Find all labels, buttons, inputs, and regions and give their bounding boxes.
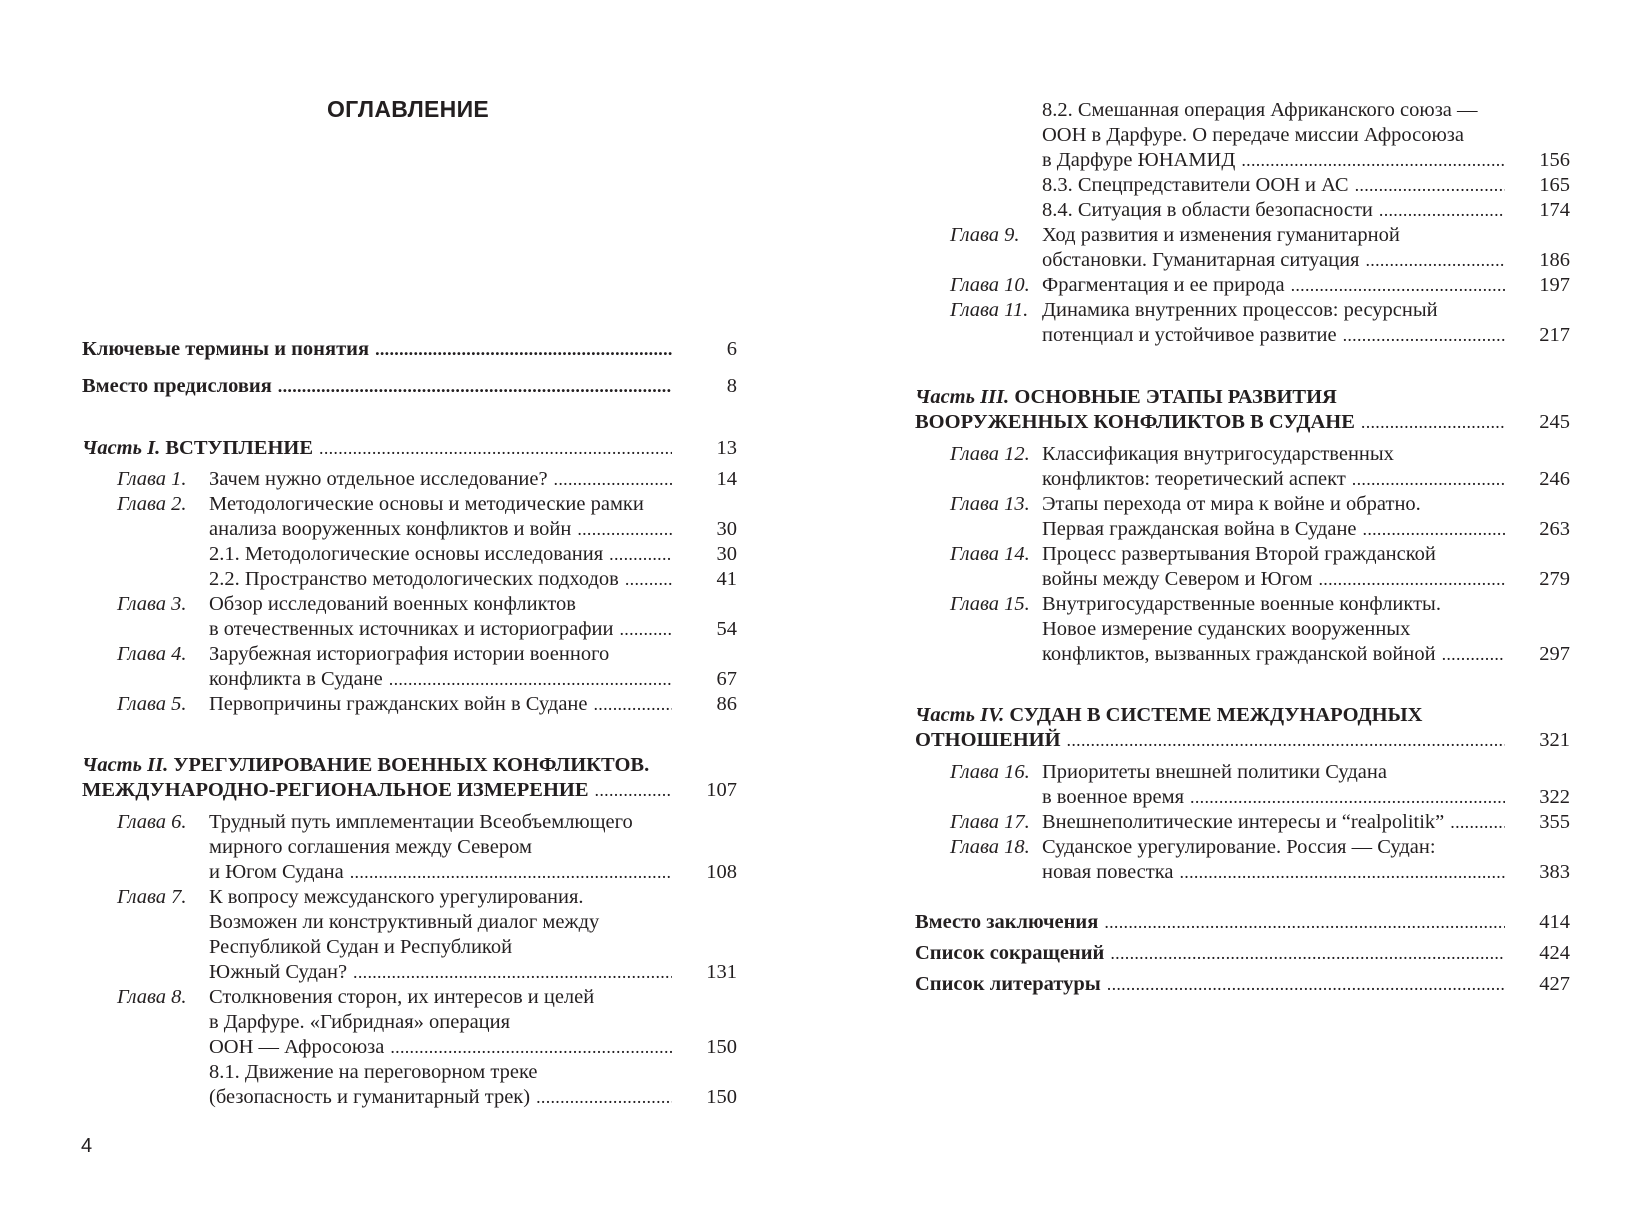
entry-text: в военное время	[1042, 785, 1190, 810]
toc-chapter-10[interactable]	[950, 273, 1570, 298]
entry-text-line: Этапы перехода от мира к войне и обратно.	[1042, 493, 1421, 515]
toc-chapter-15-cont[interactable]	[950, 642, 1570, 667]
entry-text: анализа вооруженных конфликтов и войн	[209, 517, 577, 542]
toc-chapter-11-cont[interactable]	[950, 323, 1570, 348]
chapter-label: Глава 5.	[117, 693, 187, 715]
entry-page: 322	[1539, 786, 1570, 808]
chapter-label: Глава 2.	[117, 493, 187, 515]
toc-chapter-9[interactable]	[950, 223, 1570, 248]
entry-text: обстановки. Гуманитарная ситуация	[1042, 248, 1365, 273]
entry-page: 108	[706, 861, 737, 883]
toc-chapter-7-cont[interactable]	[117, 960, 737, 985]
entry-page: 263	[1539, 518, 1570, 540]
entry-text-line: Динамика внутренних процессов: ресурсный	[1042, 299, 1438, 321]
entry-page: 246	[1539, 468, 1570, 490]
part-label: Часть II.	[82, 754, 169, 776]
entry-page: 67	[716, 668, 737, 690]
entry-text-line: Возможен ли конструктивный диалог между	[209, 911, 600, 933]
toc-entry-abbreviations[interactable]	[915, 941, 1570, 966]
entry-text: Ключевые термины и понятия	[82, 337, 375, 362]
toc-part-4[interactable]	[915, 703, 1570, 728]
entry-text: Первая гражданская война в Судане	[1042, 517, 1363, 542]
entry-page: 427	[1539, 973, 1570, 995]
toc-chapter-16[interactable]	[950, 760, 1570, 785]
toc-section-8-2[interactable]	[950, 98, 1570, 123]
leader-dots	[1450, 810, 1505, 835]
entry-text-line: 8.1. Движение на переговорном треке	[209, 1061, 538, 1083]
leader-dots	[1179, 860, 1505, 885]
toc-chapter-2[interactable]	[117, 492, 737, 517]
part-title: ВСТУПЛЕНИЕ	[165, 437, 314, 459]
entry-text: конфликтов, вызванных гражданской войной	[1042, 642, 1442, 667]
entry-page: 54	[716, 618, 737, 640]
toc-chapter-16-cont[interactable]	[950, 785, 1570, 810]
toc-section-8-2-cont[interactable]	[950, 148, 1570, 173]
toc-chapter-3-cont[interactable]	[117, 617, 737, 642]
chapter-label: Глава 14.	[950, 543, 1030, 565]
leader-dots	[1352, 467, 1505, 492]
toc-chapter-8[interactable]	[117, 985, 737, 1010]
leader-dots	[353, 960, 672, 985]
entry-page: 297	[1539, 643, 1570, 665]
leader-dots	[594, 692, 673, 717]
toc-chapter-9-cont[interactable]	[950, 248, 1570, 273]
toc-chapter-4[interactable]	[117, 642, 737, 667]
entry-text-line: Процесс развертывания Второй гражданской	[1042, 543, 1436, 565]
chapter-label: Глава 11.	[950, 299, 1029, 321]
leader-dots	[278, 374, 672, 399]
toc-chapter-3[interactable]	[117, 592, 737, 617]
toc-part-3-cont[interactable]	[915, 410, 1570, 435]
toc-chapter-13-cont[interactable]	[950, 517, 1570, 542]
toc-section-2-2[interactable]	[117, 567, 737, 592]
leader-dots	[625, 567, 672, 592]
entry-page: 107	[706, 779, 737, 801]
entry-text: Зачем нужно отдельное исследование?	[209, 467, 554, 492]
entry-page: 156	[1539, 149, 1570, 171]
leader-dots	[1318, 567, 1505, 592]
toc-chapter-5[interactable]	[117, 692, 737, 717]
toc-section-2-1[interactable]	[117, 542, 737, 567]
toc-entry-conclusion[interactable]	[915, 910, 1570, 935]
entry-text: в Дарфуре ЮНАМИД	[1042, 148, 1241, 173]
toc-chapter-4-cont[interactable]	[117, 667, 737, 692]
entry-text: в отечественных источниках и историографии	[209, 617, 619, 642]
leader-dots	[319, 436, 672, 461]
chapter-label: Глава 1.	[117, 468, 187, 490]
entry-page: 197	[1539, 274, 1570, 296]
entry-page: 41	[716, 568, 737, 590]
toc-chapter-11[interactable]	[950, 298, 1570, 323]
leader-dots	[536, 1085, 672, 1110]
entry-page: 279	[1539, 568, 1570, 590]
toc-chapter-7-cont[interactable]	[117, 935, 737, 960]
entry-text-line: Трудный путь имплементации Всеобъемлющего	[209, 811, 633, 833]
chapter-label: Глава 16.	[950, 761, 1030, 783]
toc-part-2-cont[interactable]	[82, 778, 737, 803]
entry-text: Вместо предисловия	[82, 374, 278, 399]
entry-text-line: 8.2. Смешанная операция Африканского союза —	[1042, 99, 1478, 121]
leader-dots	[1067, 728, 1505, 753]
entry-text-line: К вопросу межсуданского урегулирования.	[209, 886, 584, 908]
page-number: 4	[81, 1135, 93, 1157]
leader-dots	[375, 337, 672, 362]
chapter-label: Глава 8.	[117, 986, 187, 1008]
entry-text: 2.1. Методологические основы исследования	[209, 542, 609, 567]
entry-text: Вместо заключения	[915, 910, 1104, 935]
entry-text-line: Столкновения сторон, их интересов и целей	[209, 986, 595, 1008]
entry-page: 8	[726, 375, 737, 397]
toc-chapter-12[interactable]	[950, 442, 1570, 467]
leader-dots	[1190, 785, 1505, 810]
leader-dots	[350, 860, 672, 885]
toc-chapter-2-cont[interactable]	[117, 517, 737, 542]
toc-chapter-17[interactable]	[950, 810, 1570, 835]
part-title-line: ВООРУЖЕННЫХ КОНФЛИКТОВ В СУДАНЕ	[915, 410, 1361, 435]
part-label: Часть III.	[915, 386, 1010, 408]
leader-dots	[577, 517, 672, 542]
entry-text: Первопричины гражданских войн в Судане	[209, 692, 594, 717]
entry-page: 383	[1539, 861, 1570, 883]
toc-chapter-8-cont[interactable]	[117, 1010, 737, 1035]
entry-page: 321	[1539, 729, 1570, 751]
entry-text: конфликтов: теоретический аспект	[1042, 467, 1352, 492]
toc-chapter-8-cont[interactable]	[117, 1035, 737, 1060]
toc-chapter-6[interactable]	[117, 810, 737, 835]
toc-chapter-7-cont[interactable]	[117, 910, 737, 935]
toc-chapter-18-cont[interactable]	[950, 860, 1570, 885]
chapter-label: Глава 4.	[117, 643, 187, 665]
entry-text: (безопасность и гуманитарный трек)	[209, 1085, 536, 1110]
chapter-label: Глава 13.	[950, 493, 1030, 515]
toc-chapter-7[interactable]	[117, 885, 737, 910]
toc-section-8-1[interactable]	[117, 1060, 737, 1085]
entry-page: 13	[716, 437, 737, 459]
part-label: Часть IV.	[915, 704, 1005, 726]
toc-part-1[interactable]	[82, 436, 737, 461]
chapter-label: Глава 6.	[117, 811, 187, 833]
toc-chapter-18[interactable]	[950, 835, 1570, 860]
toc-part-2[interactable]	[82, 753, 737, 778]
entry-page: 86	[716, 693, 737, 715]
toc-entry-foreword[interactable]	[82, 374, 737, 399]
entry-text: потенциал и устойчивое развитие	[1042, 323, 1343, 348]
leader-dots	[1379, 198, 1505, 223]
entry-page: 150	[706, 1036, 737, 1058]
entry-page: 217	[1539, 324, 1570, 346]
leader-dots	[1361, 410, 1505, 435]
part-title-line: МЕЖДУНАРОДНО-РЕГИОНАЛЬНОЕ ИЗМЕРЕНИЕ	[82, 778, 595, 803]
leader-dots	[619, 617, 672, 642]
leader-dots	[1104, 910, 1505, 935]
entry-page: 424	[1539, 942, 1570, 964]
leader-dots	[595, 778, 672, 803]
entry-text: 2.2. Пространство методологических подходов	[209, 567, 625, 592]
entry-text-line: Ход развития и изменения гуманитарной	[1042, 224, 1400, 246]
entry-text-line: Приоритеты внешней политики Судана	[1042, 761, 1387, 783]
toc-entry-key-terms[interactable]	[82, 337, 737, 362]
leader-dots	[1363, 517, 1505, 542]
leader-dots	[1365, 248, 1505, 273]
entry-text: Внешнеполитические интересы и “realpolitik”	[1042, 810, 1450, 835]
entry-text-line: ООН в Дарфуре. О передаче миссии Афросоюза	[1042, 124, 1465, 146]
entry-text-line: Классификация внутригосударственных	[1042, 443, 1394, 465]
entry-page: 30	[716, 543, 737, 565]
chapter-label: Глава 7.	[117, 886, 187, 908]
toc-section-8-3[interactable]	[950, 173, 1570, 198]
entry-page: 355	[1539, 811, 1570, 833]
toc-chapter-13[interactable]	[950, 492, 1570, 517]
toc-entry-bibliography[interactable]	[915, 972, 1570, 997]
toc-chapter-15[interactable]	[950, 592, 1570, 617]
entry-text-line: Обзор исследований военных конфликтов	[209, 593, 576, 615]
toc-chapter-14-cont[interactable]	[950, 567, 1570, 592]
toc-part-3[interactable]	[915, 385, 1570, 410]
entry-page: 6	[726, 338, 737, 360]
part-label: Часть I.	[82, 437, 161, 459]
toc-chapter-15-cont[interactable]	[950, 617, 1570, 642]
leader-dots	[1442, 642, 1505, 667]
entry-text-line: Суданское урегулирование. Россия — Судан:	[1042, 836, 1436, 858]
chapter-label: Глава 12.	[950, 443, 1030, 465]
entry-text-line: Внутригосударственные военные конфликты.	[1042, 593, 1441, 615]
part-title-line: УРЕГУЛИРОВАНИЕ ВОЕННЫХ КОНФЛИКТОВ.	[173, 754, 650, 776]
entry-text: Фрагментация и ее природа	[1042, 273, 1291, 298]
entry-page: 131	[706, 961, 737, 983]
entry-text-line: Республикой Судан и Республикой	[209, 936, 513, 958]
chapter-label: Глава 17.	[950, 811, 1030, 833]
entry-page: 186	[1539, 249, 1570, 271]
entry-text: новая повестка	[1042, 860, 1179, 885]
leader-dots	[390, 1035, 672, 1060]
leader-dots	[609, 542, 672, 567]
leader-dots	[389, 667, 672, 692]
toc-chapter-12-cont[interactable]	[950, 467, 1570, 492]
toc-chapter-14[interactable]	[950, 542, 1570, 567]
entry-page: 150	[706, 1086, 737, 1108]
entry-text-line: в Дарфуре. «Гибридная» операция	[209, 1011, 511, 1033]
entry-text: войны между Севером и Югом	[1042, 567, 1318, 592]
entry-text-line: Зарубежная историография истории военного	[209, 643, 610, 665]
chapter-label: Глава 10.	[950, 274, 1030, 296]
entry-text: Южный Судан?	[209, 960, 353, 985]
entry-page: 174	[1539, 199, 1570, 221]
part-title-line: ОТНОШЕНИЙ	[915, 728, 1067, 753]
toc-chapter-6-cont[interactable]	[117, 860, 737, 885]
leader-dots	[1241, 148, 1505, 173]
entry-text: и Югом Судана	[209, 860, 350, 885]
entry-text-line: мирного соглашения между Севером	[209, 836, 532, 858]
entry-page: 14	[716, 468, 737, 490]
entry-page: 414	[1539, 911, 1570, 933]
leader-dots	[1291, 273, 1505, 298]
chapter-label: Глава 9.	[950, 224, 1020, 246]
toc-section-8-4[interactable]	[950, 198, 1570, 223]
leader-dots	[1107, 972, 1505, 997]
toc-section-8-1-cont[interactable]	[117, 1085, 737, 1110]
toc-chapter-6-cont[interactable]	[117, 835, 737, 860]
entry-page: 165	[1539, 174, 1570, 196]
chapter-label: Глава 3.	[117, 593, 187, 615]
entry-text-line: Методологические основы и методические рамки	[209, 493, 644, 515]
entry-text: 8.3. Спецпредставители ООН и АС	[1042, 173, 1355, 198]
leader-dots	[1355, 173, 1505, 198]
entry-text: конфликта в Судане	[209, 667, 389, 692]
page-title: ОГЛАВЛЕНИЕ	[326, 96, 490, 122]
entry-text-line: Новое измерение суданских вооруженных	[1042, 618, 1411, 640]
entry-page: 245	[1539, 411, 1570, 433]
toc-part-4-cont[interactable]	[915, 728, 1570, 753]
leader-dots	[1110, 941, 1505, 966]
toc-chapter-1[interactable]	[117, 467, 737, 492]
leader-dots	[1343, 323, 1505, 348]
toc-section-8-2-cont[interactable]	[950, 123, 1570, 148]
entry-text: ООН — Афросоюза	[209, 1035, 390, 1060]
leader-dots	[554, 467, 672, 492]
chapter-label: Глава 18.	[950, 836, 1030, 858]
entry-page: 30	[716, 518, 737, 540]
part-title-line: СУДАН В СИСТЕМЕ МЕЖДУНАРОДНЫХ	[1009, 704, 1423, 726]
chapter-label: Глава 15.	[950, 593, 1030, 615]
entry-text: 8.4. Ситуация в области безопасности	[1042, 198, 1379, 223]
entry-text: Список сокращений	[915, 941, 1110, 966]
entry-text: Список литературы	[915, 972, 1107, 997]
part-title-line: ОСНОВНЫЕ ЭТАПЫ РАЗВИТИЯ	[1014, 386, 1337, 408]
